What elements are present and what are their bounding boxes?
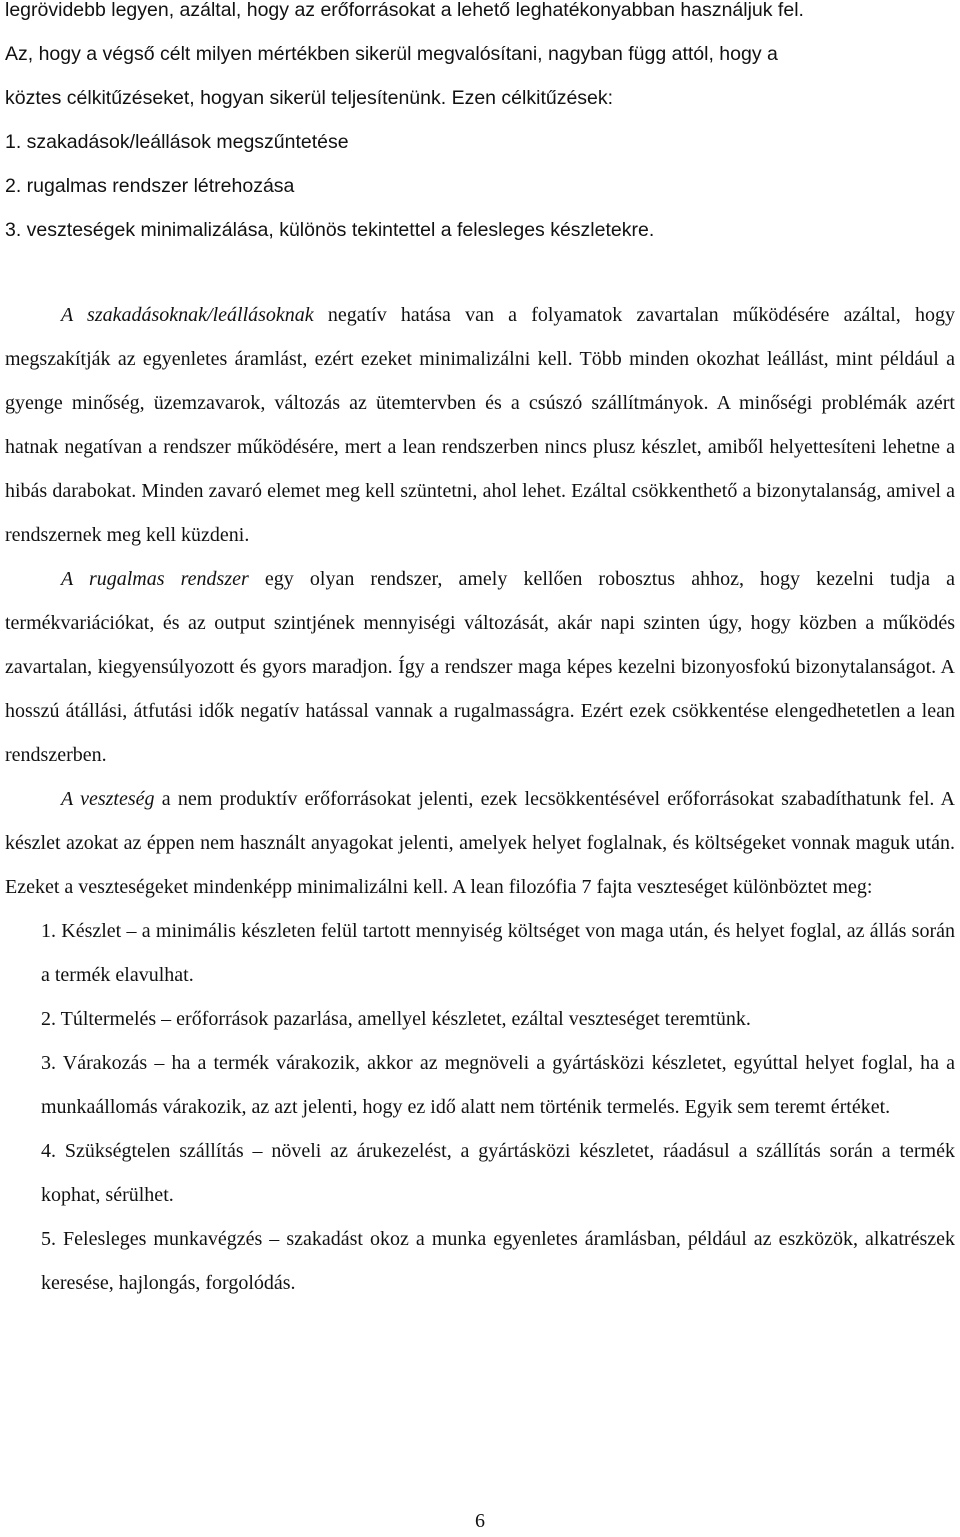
paragraph-text: a nem produktív erőforrásokat jelenti, ezek lecsökkentésével erőforrásokat szabadíthatunk fel. A készlet azokat az éppen nem használt anyagokat jelenti, amelyek helyet foglalnak, és költségeket vonnak maguk után. Ezeket a veszteségeket mindenképp minimalizálni kell. A lean filozófia 7 fajta veszteséget különböztet meg: (5, 788, 955, 898)
paragraph-text: egy olyan rendszer, amely kellően robosztus ahhoz, hogy kezelni tudja a termékvariációkat, és az output szintjének mennyiségi változását, akár napi szinten úgy, hogy közben a működés zavartalan, kiegyensúlyozott és gyors maradjon. Így a rendszer maga képes kezelni bizonyosfokú bizonytalanságot. A hosszú átállási, átfutási idők negatív hatással vannak a rugalmasságra. Ezért ezek csökkentése elengedhetetlen a lean rendszerben. (5, 568, 955, 766)
intro-line: köztes célkitűzéseket, hogyan sikerül teljesítenünk. Ezen célkitűzések: (5, 87, 614, 109)
waste-list-item: 2. Túltermelés – erőforrások pazarlása, amellyel készletet, ezáltal veszteséget teremtünk. (41, 1008, 751, 1030)
paragraph-text: negatív hatása van a folyamatok zavartalan működésére azáltal, hogy megszakítják az egyenletes áramlást, ezért ezeket minimalizálni kell. Több minden okozhat leállást, mint például a gyenge minőség, üzemzavarok, változás az ütemtervben és a csúszó szállítmányok. A minőségi problémák azért hatnak negatívan a rendszer működésére, mert a lean rendszerben nincs plusz készlet, amiből helyettesíteni lehetne a hibás darabokat. Minden zavaró elemet meg kell szüntetni, ahol lehet. Ezáltal csökkenthető a bizonytalanság, amivel a rendszernek meg kell küzdeni. (5, 304, 955, 546)
paragraph-flexible-system (5, 557, 955, 777)
body-section (5, 293, 955, 1305)
intro-line: Az, hogy a végső célt milyen mértékben sikerül megvalósítani, nagyban függ attól, hogy a (5, 43, 778, 65)
paragraph-term: A szakadásoknak/leállásoknak (61, 304, 314, 326)
waste-list-item: 4. Szükségtelen szállítás – növeli az árukezelést, a gyártásközi készletet, ráadásul a szállítás során a termék kophat, sérülhet. (41, 1140, 955, 1206)
paragraph-stoppages (5, 293, 955, 557)
waste-list-item: 1. Készlet – a minimális készleten felül tartott mennyiség költséget von maga után, és helyet foglal, az állás során a termék elavulhat. (41, 920, 955, 986)
waste-list-item: 5. Felesleges munkavégzés – szakadást okoz a munka egyenletes áramlásban, például az eszközök, alkatrészek keresése, hajlongás, forgolódás. (41, 1228, 955, 1294)
waste-list-item: 3. Várakozás – ha a termék várakozik, akkor az megnöveli a gyártásközi készletet, egyúttal helyet foglal, ha a munkaállomás várakozik, az azt jelenti, hogy ez idő alatt nem történik termelés. Egyik sem teremt értéket. (41, 1052, 955, 1118)
waste-list (5, 909, 955, 1305)
paragraph-term: A veszteség (61, 788, 155, 810)
goal-item: 1. szakadások/leállások megszűntetése (5, 131, 349, 153)
goal-item: 2. rugalmas rendszer létrehozása (5, 175, 295, 197)
page-number: 6 (475, 1510, 485, 1532)
paragraph-term: A rugalmas rendszer (61, 568, 249, 590)
intro-section (5, 0, 955, 252)
intro-line: legrövidebb legyen, azáltal, hogy az erőforrásokat a lehető leghatékonyabban használjuk fel. (5, 0, 804, 21)
paragraph-waste (5, 777, 955, 909)
goal-item: 3. veszteségek minimalizálása, különös tekintettel a felesleges készletekre. (5, 219, 655, 241)
